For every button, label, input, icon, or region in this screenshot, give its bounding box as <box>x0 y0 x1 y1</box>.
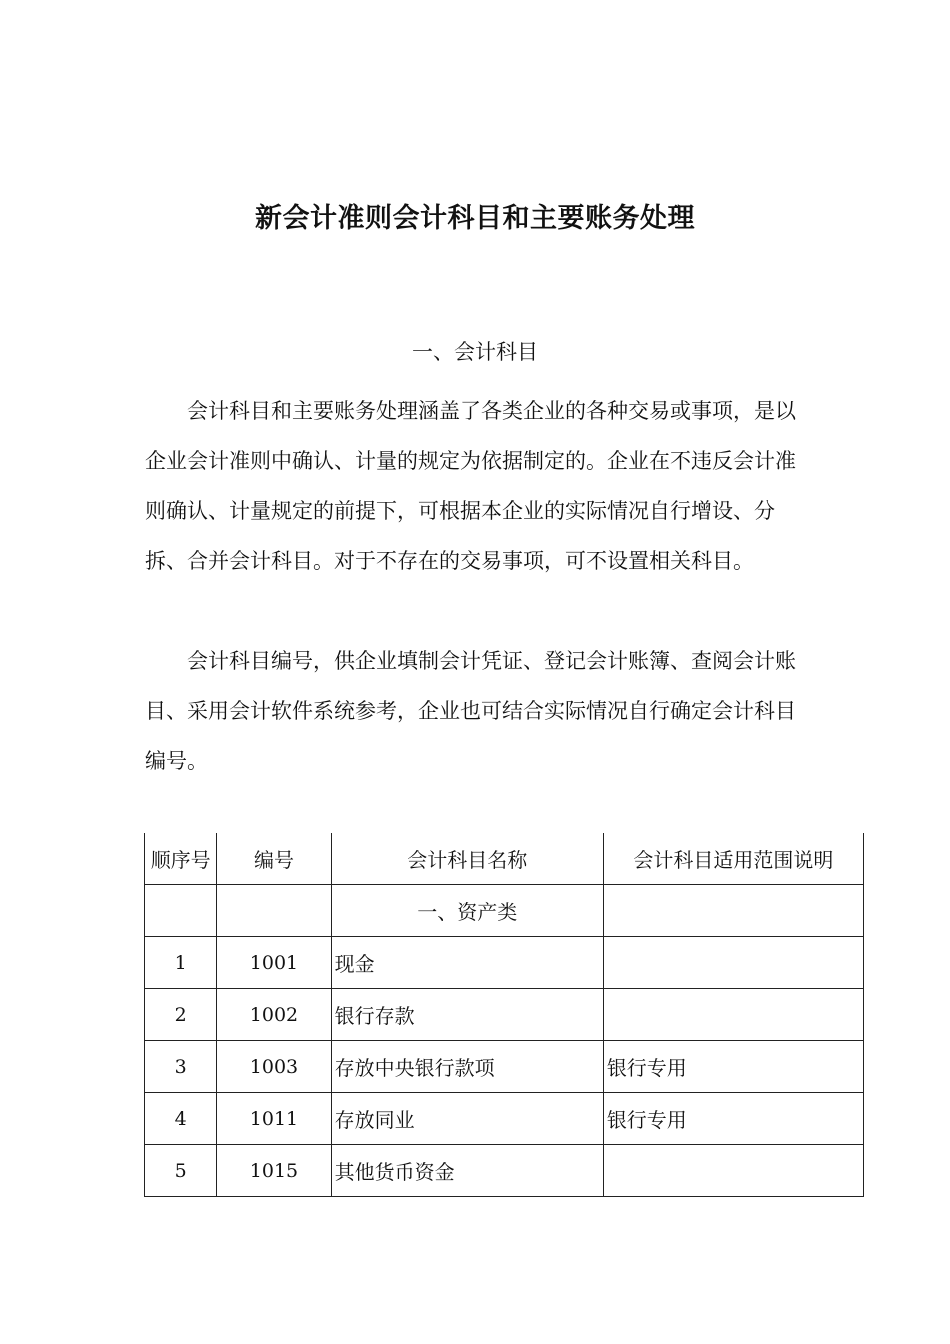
row-seq: 3 <box>145 1041 217 1093</box>
row-seq: 5 <box>145 1145 217 1197</box>
row-seq: 2 <box>145 989 217 1041</box>
table-row <box>145 1041 864 1093</box>
paragraph: 会计科目和主要账务处理涵盖了各类企业的各种交易或事项，是以企业会计准则中确认、计量的规定为依据制定的。企业在不违反会计准则确认、计量规定的前提下，可根据本企业的实际情况自行增设、分拆、合并会计科目。对于不存在的交易事项，可不设置相关科目。 <box>145 399 796 573</box>
row-code: 1003 <box>217 1041 331 1093</box>
table-header-row <box>145 833 864 885</box>
row-code: 1001 <box>217 937 331 989</box>
table-cell <box>603 885 863 937</box>
table-row <box>145 937 864 989</box>
section-heading: 一、会计科目 <box>412 340 538 364</box>
row-scope: 银行专用 <box>603 1041 863 1093</box>
row-name: 银行存款 <box>331 989 603 1041</box>
row-code: 1011 <box>217 1093 331 1145</box>
column-header-seq: 顺序号 <box>145 833 217 885</box>
row-scope <box>603 1145 863 1197</box>
paragraph: 会计科目编号，供企业填制会计凭证、登记会计账簿、查阅会计账目、采用会计软件系统参考，企业也可结合实际情况自行确定会计科目编号。 <box>145 649 796 773</box>
table-row <box>145 989 864 1041</box>
category-label: 一、资产类 <box>331 885 603 937</box>
table-cell <box>145 885 217 937</box>
row-code: 1015 <box>217 1145 331 1197</box>
accounts-table <box>144 833 864 1197</box>
page-title: 新会计准则会计科目和主要账务处理 <box>255 203 695 234</box>
table-row <box>145 1093 864 1145</box>
row-name: 存放中央银行款项 <box>331 1041 603 1093</box>
table-category-row <box>145 885 864 937</box>
row-seq: 1 <box>145 937 217 989</box>
row-seq: 4 <box>145 1093 217 1145</box>
table-cell <box>217 885 331 937</box>
row-scope <box>603 989 863 1041</box>
table-row <box>145 1145 864 1197</box>
row-scope <box>603 937 863 989</box>
row-name: 现金 <box>331 937 603 989</box>
row-code: 1002 <box>217 989 331 1041</box>
column-header-name: 会计科目名称 <box>331 833 603 885</box>
column-header-scope: 会计科目适用范围说明 <box>603 833 863 885</box>
column-header-code: 编号 <box>217 833 331 885</box>
row-scope: 银行专用 <box>603 1093 863 1145</box>
row-name: 存放同业 <box>331 1093 603 1145</box>
row-name: 其他货币资金 <box>331 1145 603 1197</box>
